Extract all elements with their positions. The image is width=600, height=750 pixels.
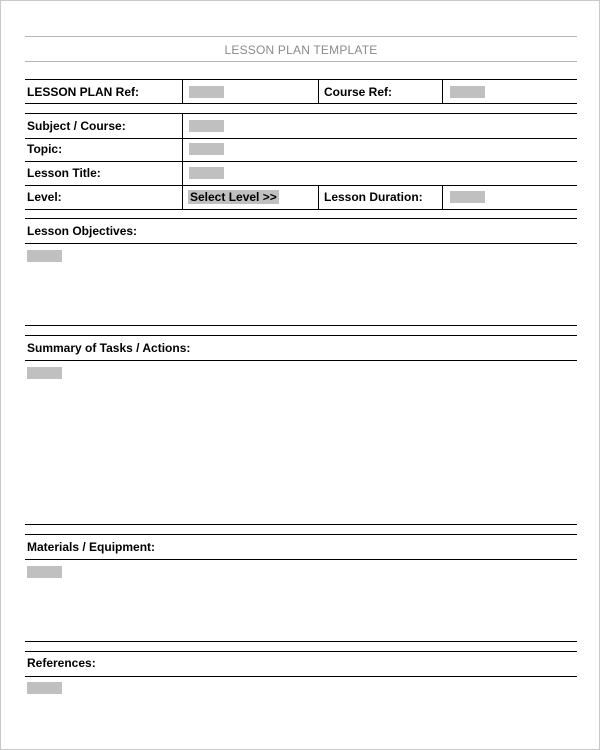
row-rule xyxy=(25,79,577,80)
level-select-dropdown[interactable]: Select Level >> xyxy=(190,190,277,204)
row-rule xyxy=(25,209,577,210)
row-rule xyxy=(25,103,577,104)
column-divider xyxy=(182,79,183,103)
level-label: Level: xyxy=(27,190,62,204)
row-rule xyxy=(25,113,577,114)
section-rule xyxy=(25,524,577,525)
section-rule xyxy=(25,559,577,560)
tasks-actions-label: Summary of Tasks / Actions: xyxy=(27,341,191,355)
section-rule xyxy=(25,651,577,652)
topic-label: Topic: xyxy=(27,142,63,156)
lesson-objectives-field[interactable] xyxy=(27,250,62,262)
column-divider xyxy=(318,79,319,103)
row-rule xyxy=(25,161,577,162)
column-divider xyxy=(182,113,183,209)
section-rule xyxy=(25,243,577,244)
section-rule xyxy=(25,641,577,642)
course-ref-field[interactable] xyxy=(450,86,485,98)
section-rule xyxy=(25,676,577,677)
section-rule xyxy=(25,534,577,535)
lesson-plan-ref-field[interactable] xyxy=(189,86,224,98)
section-rule xyxy=(25,325,577,326)
row-rule xyxy=(25,185,577,186)
section-rule xyxy=(25,335,577,336)
title-bottom-rule xyxy=(25,61,577,62)
page-title: LESSON PLAN TEMPLATE xyxy=(224,43,378,57)
section-rule xyxy=(25,218,577,219)
column-divider xyxy=(318,185,319,209)
course-ref-label: Course Ref: xyxy=(324,85,393,99)
subject-course-label: Subject / Course: xyxy=(27,119,126,133)
materials-equipment-label: Materials / Equipment: xyxy=(27,540,156,554)
materials-equipment-field[interactable] xyxy=(27,566,62,578)
subject-course-field[interactable] xyxy=(189,120,224,132)
lesson-objectives-label: Lesson Objectives: xyxy=(27,224,138,238)
lesson-duration-field[interactable] xyxy=(450,191,485,203)
column-divider xyxy=(442,79,443,103)
references-label: References: xyxy=(27,656,96,670)
tasks-actions-field[interactable] xyxy=(27,367,62,379)
lesson-title-label: Lesson Title: xyxy=(27,166,101,180)
section-rule xyxy=(25,360,577,361)
row-rule xyxy=(25,138,577,139)
references-field[interactable] xyxy=(27,682,62,694)
topic-field[interactable] xyxy=(189,143,224,155)
column-divider xyxy=(442,185,443,209)
lesson-title-field[interactable] xyxy=(189,167,224,179)
lesson-plan-ref-label: LESSON PLAN Ref: xyxy=(27,85,140,99)
lesson-duration-label: Lesson Duration: xyxy=(324,190,423,204)
title-top-rule xyxy=(25,36,577,37)
